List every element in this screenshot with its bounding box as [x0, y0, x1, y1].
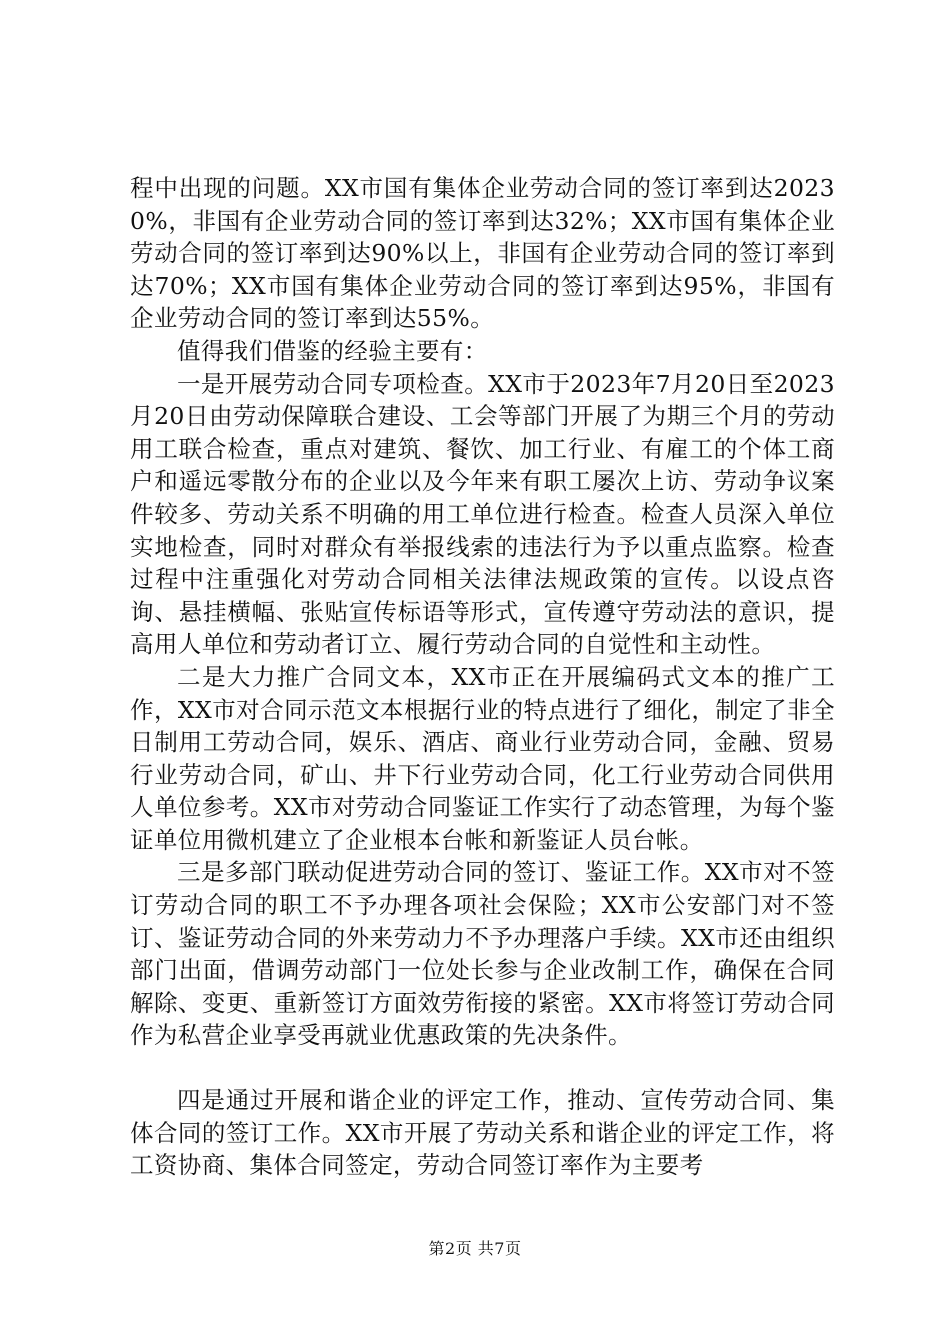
paragraph-lesson-three: 三是多部门联动促进劳动合同的签订、鉴证工作。XX市对不签订劳动合同的职工不予办理各项社会保险；XX市公安部门对不签订、鉴证劳动合同的外来劳动力不予办理落户手续。XX市还由组织部门出面，借调劳动部门一位处长参与企业改制工作，确保在合同解除、变更、重新签订方面效劳衔接的紧密。XX市将签订劳动合同作为私营企业享受再就业优惠政策的先决条件。 [130, 858, 835, 1050]
paragraph-lesson-four: 四是通过开展和谐企业的评定工作，推动、宣传劳动合同、集体合同的签订工作。XX市开展了劳动关系和谐企业的评定工作，将工资协商、集体合同签定，劳动合同签订率作为主要考 [130, 1086, 835, 1180]
page-number-footer: 第2页 共7页 [428, 1239, 522, 1258]
document-body [130, 172, 835, 1182]
paragraph-signing-rates: 程中出现的问题。XX市国有集体企业劳动合同的签订率到达20230%，非国有企业劳动合同的签订率到达32%；XX市国有集体企业劳动合同的签订率到达90%以上，非国有企业劳动合同的签订率到达70%；XX市国有集体企业劳动合同的签订率到达95%，非国有企业劳动合同的签订率到达55%。 [130, 174, 835, 333]
paragraph-lessons-intro: 值得我们借鉴的经验主要有： [177, 336, 488, 365]
paragraph-lesson-two: 二是大力推广合同文本，XX市正在开展编码式文本的推广工作，XX市对合同示范文本根据行业的特点进行了细化，制定了非全日制用工劳动合同，娱乐、酒店、商业行业劳动合同，金融、贸易行业劳动合同，矿山、井下行业劳动合同，化工行业劳动合同供用人单位参考。XX市对劳动合同鉴证工作实行了动态管理，为每个鉴证单位用微机建立了企业根本台帐和新鉴证人员台帐。 [130, 662, 835, 854]
paragraph-lesson-one: 一是开展劳动合同专项检查。XX市于2023年7月20日至2023月20日由劳动保障联合建设、工会等部门开展了为期三个月的劳动用工联合检查，重点对建筑、餐饮、加工行业、有雇工的个体工商户和遥远零散分布的企业以及今年来有职工屡次上访、劳动争议案件较多、劳动关系不明确的用工单位进行检查。检查人员深入单位实地检查，同时对群众有举报线索的违法行为予以重点监察。检查过程中注重强化对劳动合同相关法律法规政策的宣传。以设点咨询、悬挂横幅、张贴宣传标语等形式，宣传遵守劳动法的意识，提高用人单位和劳动者订立、履行劳动合同的自觉性和主动性。 [130, 369, 835, 659]
